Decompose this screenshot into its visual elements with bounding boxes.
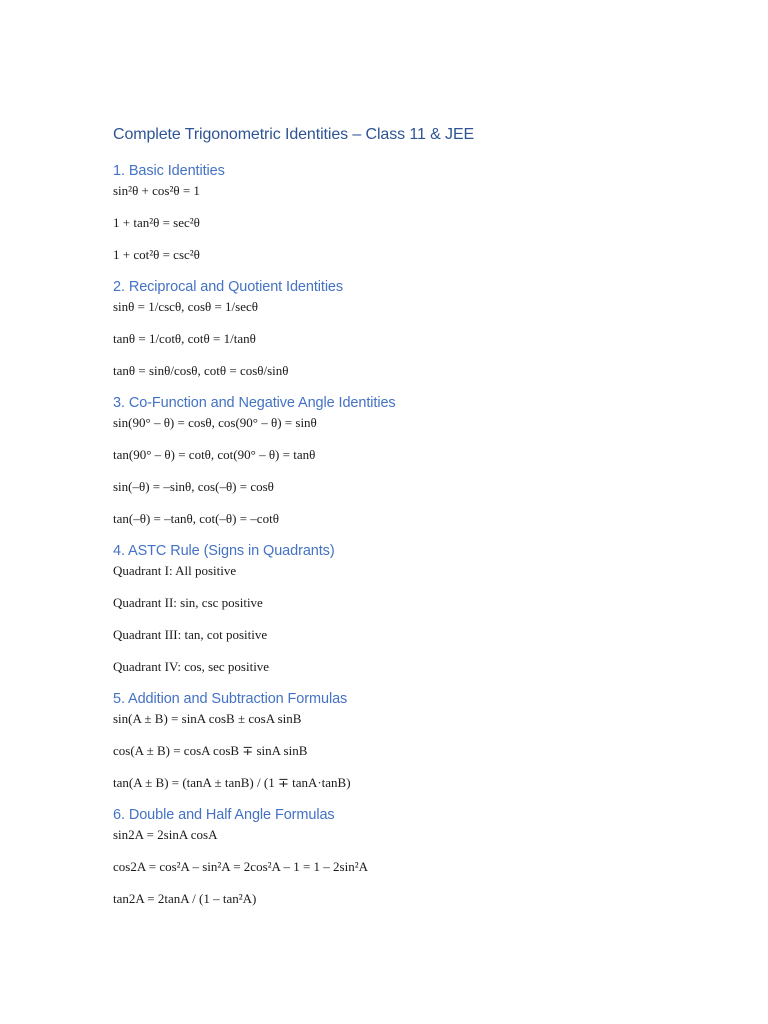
formula-line: tan(–θ) = –tanθ, cot(–θ) = –cotθ — [113, 511, 279, 526]
section-basic-identities — [113, 161, 673, 263]
formula-list — [113, 415, 673, 527]
formula-line: tanθ = sinθ/cosθ, cotθ = cosθ/sinθ — [113, 363, 289, 378]
formula-line: Quadrant II: sin, csc positive — [113, 595, 263, 610]
formula-line: cos2A = cos²A – sin²A = 2cos²A – 1 = 1 – 2sin²A — [113, 859, 368, 874]
formula-line: tan2A = 2tanA / (1 – tan²A) — [113, 891, 257, 906]
formula-line: sin(A ± B) = sinA cosB ± cosA sinB — [113, 711, 302, 726]
formula-line: tan(A ± B) = (tanA ± tanB) / (1 ∓ tanA·tanB) — [113, 775, 351, 790]
section-co-function-negative-angle — [113, 393, 673, 527]
formula-line: sin(90° – θ) = cosθ, cos(90° – θ) = sinθ — [113, 415, 317, 430]
formula-line: Quadrant IV: cos, sec positive — [113, 659, 270, 674]
formula-line: sinθ = 1/cscθ, cosθ = 1/secθ — [113, 299, 258, 314]
section-double-half-angle — [113, 805, 673, 907]
section-astc-rule — [113, 541, 673, 675]
section-heading: 2. Reciprocal and Quotient Identities — [113, 279, 344, 295]
formula-list — [113, 299, 673, 379]
document-content — [113, 124, 673, 907]
section-heading: 6. Double and Half Angle Formulas — [113, 807, 335, 823]
formula-list — [113, 827, 673, 907]
section-heading: 4. ASTC Rule (Signs in Quadrants) — [113, 543, 335, 559]
formula-line: sin²θ + cos²θ = 1 — [113, 183, 200, 198]
section-heading: 1. Basic Identities — [113, 163, 225, 179]
formula-line: Quadrant I: All positive — [113, 563, 237, 578]
formula-list — [113, 563, 673, 675]
formula-line: cos(A ± B) = cosA cosB ∓ sinA sinB — [113, 743, 308, 758]
formula-line: tan(90° – θ) = cotθ, cot(90° – θ) = tanθ — [113, 447, 316, 462]
section-reciprocal-quotient — [113, 277, 673, 379]
formula-line: Quadrant III: tan, cot positive — [113, 627, 268, 642]
formula-line: 1 + cot²θ = csc²θ — [113, 247, 200, 262]
formula-line: tanθ = 1/cotθ, cotθ = 1/tanθ — [113, 331, 256, 346]
section-heading: 3. Co-Function and Negative Angle Identities — [113, 395, 396, 411]
formula-line: 1 + tan²θ = sec²θ — [113, 215, 200, 230]
section-heading: 5. Addition and Subtraction Formulas — [113, 691, 348, 707]
formula-line: sin2A = 2sinA cosA — [113, 827, 218, 842]
section-addition-subtraction — [113, 689, 673, 791]
formula-list — [113, 183, 673, 263]
document-title: Complete Trigonometric Identities – Class 11 & JEE — [113, 126, 475, 143]
formula-line: sin(–θ) = –sinθ, cos(–θ) = cosθ — [113, 479, 274, 494]
formula-list — [113, 711, 673, 791]
